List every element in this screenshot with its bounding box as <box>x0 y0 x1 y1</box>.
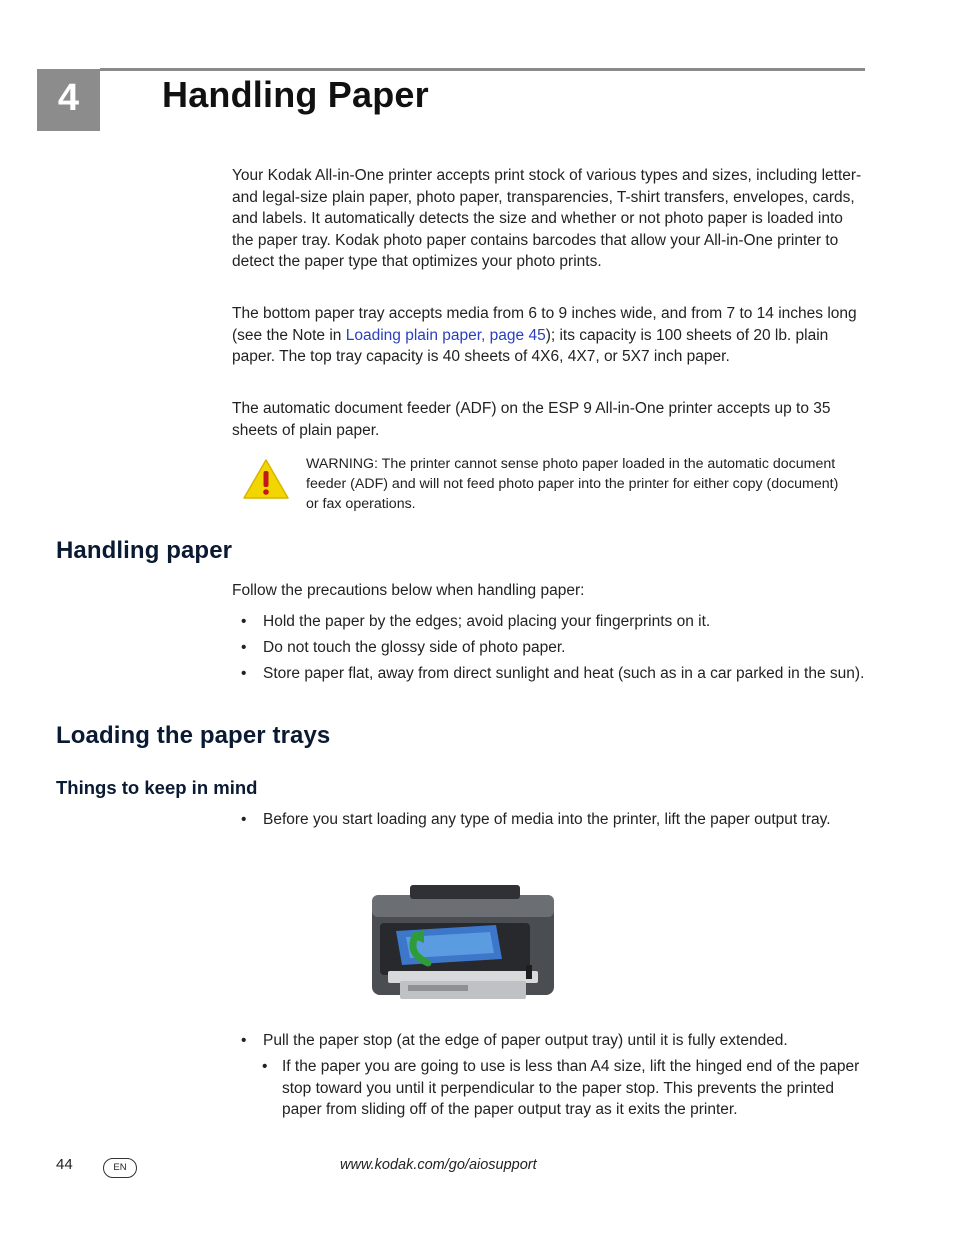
list-item <box>262 1056 868 1121</box>
language-badge: EN <box>103 1158 137 1178</box>
list-item <box>241 637 868 659</box>
list-item <box>241 663 868 685</box>
list-item-text: Do not touch the glossy side of photo paper. <box>263 639 566 656</box>
intro-paragraph-1: Your Kodak All-in-One printer accepts print stock of various types and sizes, including letter- and legal-size plain paper, photo paper, transparencies, T-shirt transfers, envelopes, cards, and labels. It automatically detects the size and whether or not photo paper is loaded into the paper tray. Kodak photo paper contains barcodes that allow your All-in-One printer to detect the paper type that optimizes your photo prints. <box>232 167 862 270</box>
handling-lead: Follow the precautions below when handling paper: <box>232 582 585 599</box>
warning-triangle-icon <box>242 458 290 500</box>
loading-plain-paper-link[interactable]: Loading plain paper, page 45 <box>345 326 546 344</box>
subsection-heading-things-to-keep: Things to keep in mind <box>56 777 258 798</box>
list-item-text: Before you start loading any type of media into the printer, lift the paper output tray. <box>263 811 831 828</box>
bullet-dot: • <box>262 1058 268 1075</box>
list-item-text: If the paper you are going to use is less than A4 size, lift the hinged end of the paper stop toward you until it perpendicular to the paper stop. This prevents the printed paper from sliding off of the paper output tray as it exits the printer. <box>282 1058 860 1118</box>
bullet-dot: • <box>241 639 247 656</box>
chapter-rule <box>100 68 865 71</box>
warning-text: WARNING: The printer cannot sense photo paper loaded in the automatic document feeder (ADF) and will not feed photo paper into the printer for either copy (document) or fax operations. <box>306 456 839 512</box>
intro-paragraph-3: The automatic document feeder (ADF) on the ESP 9 All-in-One printer accepts up to 35 sheets of plain paper. <box>232 400 831 439</box>
bullet-dot: • <box>241 613 247 630</box>
bullet-dot: • <box>241 665 247 682</box>
intro-p2-text-end: ); its capacity is 100 sheets of 20 lb. plain paper. The top tray capacity is 40 sheets of 4X6, 4X7, or 5X7 inch paper. <box>232 326 829 365</box>
list-item-text: Hold the paper by the edges; avoid placing your fingerprints on it. <box>263 613 711 630</box>
list-item-text: Pull the paper stop (at the edge of paper output tray) until it is fully extended. <box>263 1032 788 1049</box>
printer-illustration <box>366 881 558 1011</box>
bullet-dot: • <box>241 1032 247 1049</box>
chapter-number: 4 <box>37 69 100 131</box>
intro-paragraph-2 <box>232 303 868 368</box>
page-title: Handling Paper <box>162 74 429 115</box>
page-number: 44 <box>56 1156 73 1173</box>
list-item <box>241 809 868 831</box>
section-heading-handling-paper: Handling paper <box>56 537 233 564</box>
intro-p2-text-start: The bottom paper tray accepts media from 6 to 9 inches wide, and from 7 to 14 inches long (see the Note in <box>232 305 857 344</box>
bullet-dot: • <box>241 811 247 828</box>
list-item-text: Store paper flat, away from direct sunlight and heat (such as in a car parked in the sun). <box>263 665 865 682</box>
footer-url: www.kodak.com/go/aiosupport <box>340 1157 537 1173</box>
list-item <box>241 611 868 633</box>
section-heading-loading-trays: Loading the paper trays <box>56 722 331 749</box>
list-item <box>241 1030 868 1052</box>
